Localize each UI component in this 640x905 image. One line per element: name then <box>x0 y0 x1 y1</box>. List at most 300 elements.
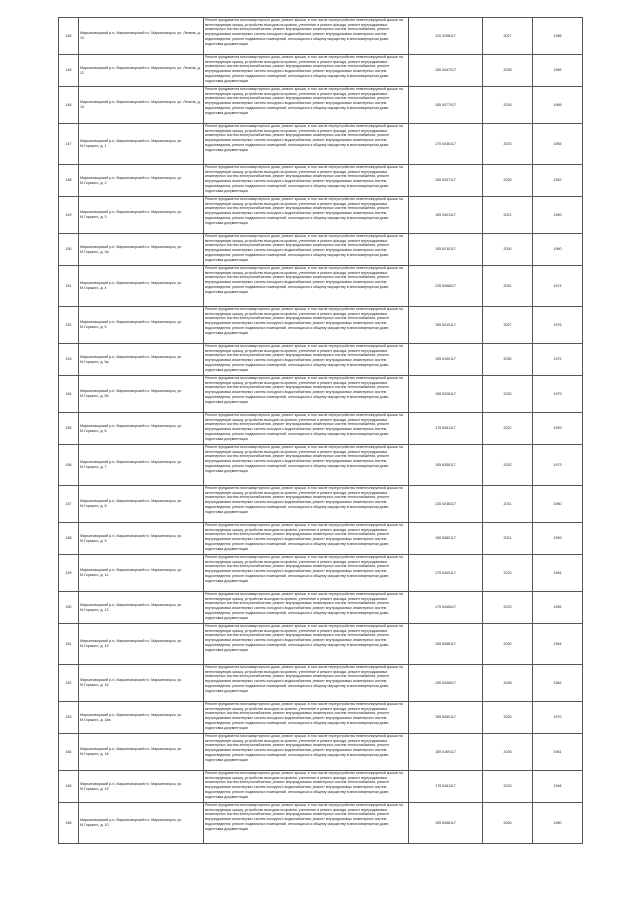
planned-year-cell <box>483 624 533 665</box>
planned-year-cell <box>483 803 533 844</box>
build-year-cell <box>533 413 583 445</box>
address-cell <box>79 344 204 376</box>
cost-cell <box>409 165 483 197</box>
address-cell-text: Марьиноворский р-н, Марьиноворский п.г. Марьиноворск, ул. М.Горького, д. 15 <box>80 639 183 648</box>
cost-cell-text: 175 5451117 <box>435 426 456 431</box>
planned-year-cell-text: 2023 <box>503 784 512 789</box>
table-row <box>59 771 583 803</box>
address-cell <box>79 307 204 344</box>
row-number-text: 161 <box>65 641 72 646</box>
build-year-cell <box>533 555 583 592</box>
work-list-cell <box>204 55 409 87</box>
cost-cell-text: 135 5246317 <box>435 501 456 506</box>
row-number <box>59 413 79 445</box>
build-year-cell <box>533 445 583 486</box>
cost-cell <box>409 624 483 665</box>
planned-year-cell <box>483 555 533 592</box>
planned-year-cell-text: 2021 <box>503 536 512 541</box>
cost-cell <box>409 413 483 445</box>
work-list-cell-text: Ремонт фундамента многоквартирного дома, ремонт крыши, в том числе переустройство невентилируемой крыши на вентилируемую крышу, устройство выходов на кровлю, утепление и ремонт фасада, ремонт внутридомовых инженерных систем электроснабжения, ремонт внутридомовых инженерных систем теплоснабжения, ремонт внутридомовых инженерных систем холодного водоснабжения, ремонт внутридомовых инженерных систем водоотведения, ремонт подвальных помещений, относящихся к общему имуществу в многоквартирном доме, подготовка документации <box>205 376 403 404</box>
cost-cell-text: 175 5451117 <box>435 784 456 789</box>
planned-year-cell-text: 2021 <box>503 212 512 217</box>
planned-year-cell-text: 2030 <box>503 247 512 252</box>
work-list-cell-text: Ремонт фундамента многоквартирного дома, ремонт крыши, в том числе переустройство невентилируемой крыши на вентилируемую крышу, устройство выходов на кровлю, утепление и ремонт фасада, ремонт внутридомовых инженерных систем электроснабжения, ремонт внутридомовых инженерных систем теплоснабжения, ремонт внутридомовых инженерных систем холодного водоснабжения, ремонт внутридомовых инженерных систем водоотведения, ремонт подвальных помещений, относящихся к общему имуществу в многоквартирном доме, подготовка документации <box>205 87 403 115</box>
work-list-cell <box>204 624 409 665</box>
cost-cell <box>409 55 483 87</box>
work-list-cell-text: Ремонт фундамента многоквартирного дома, ремонт крыши, в том числе переустройство невентилируемой крыши на вентилируемую крышу, устройство выходов на кровлю, утепление и ремонт фасада, ремонт внутридомовых инженерных систем электроснабжения, ремонт внутридомовых инженерных систем теплоснабжения, ремонт внутридомовых инженерных систем холодного водоснабжения, ремонт внутридомовых инженерных систем водоотведения, ремонт подвальных помещений, относящихся к общему имуществу в многоквартирном доме, подготовка документации <box>205 523 403 551</box>
work-list-cell <box>204 555 409 592</box>
row-number-text: 152 <box>65 322 72 327</box>
row-number-text: 146 <box>65 102 72 107</box>
row-number <box>59 445 79 486</box>
planned-year-cell-text: 2028 <box>503 68 512 73</box>
table-row <box>59 266 583 307</box>
address-cell-text: Марьиноворский р-н, Марьиноворский п.г. Марьиноворск, ул. М.Горького, д. 3 <box>80 210 183 219</box>
table-row <box>59 734 583 771</box>
table-row <box>59 592 583 624</box>
planned-year-cell <box>483 266 533 307</box>
table-row <box>59 165 583 197</box>
table-row <box>59 307 583 344</box>
address-cell <box>79 555 204 592</box>
work-list-cell <box>204 266 409 307</box>
planned-year-cell <box>483 445 533 486</box>
build-year-cell-text: 1986 <box>553 33 562 38</box>
address-cell <box>79 165 204 197</box>
build-year-cell <box>533 702 583 734</box>
work-list-cell <box>204 165 409 197</box>
address-cell <box>79 376 204 413</box>
table-row <box>59 55 583 87</box>
planned-year-cell <box>483 486 533 523</box>
cost-cell <box>409 486 483 523</box>
work-list-cell-text: Ремонт фундамента многоквартирного дома, ремонт крыши, в том числе переустройство невентилируемой крыши на вентилируемую крышу, устройство выходов на кровлю, утепление и ремонт фасада, ремонт внутридомовых инженерных систем электроснабжения, ремонт внутридомовых инженерных систем теплоснабжения, ремонт внутридомовых инженерных систем холодного водоснабжения, ремонт внутридомовых инженерных систем водоотведения, ремонт подвальных помещений, относящихся к общему имуществу в многоквартирном доме, подготовка документации <box>205 307 403 335</box>
build-year-cell <box>533 266 583 307</box>
row-number-text: 150 <box>65 247 72 252</box>
build-year-cell-text: 1970 <box>553 715 562 720</box>
row-number-text: 157 <box>65 501 72 506</box>
planned-year-cell <box>483 771 533 803</box>
build-year-cell <box>533 624 583 665</box>
cost-cell <box>409 592 483 624</box>
row-number-text: 153 <box>65 357 72 362</box>
address-cell-text: Марьиноворский р-н, Марьиноворский п.г. Марьиноворск, ул. М.Горького, д. 5а <box>80 354 183 364</box>
planned-year-cell <box>483 592 533 624</box>
table-row <box>59 124 583 165</box>
build-year-cell <box>533 734 583 771</box>
row-number <box>59 307 79 344</box>
planned-year-cell-text: 2026 <box>503 715 512 720</box>
work-list-cell <box>204 413 409 445</box>
table-row <box>59 18 583 55</box>
work-list-cell <box>204 734 409 771</box>
cost-cell <box>409 771 483 803</box>
build-year-cell <box>533 771 583 803</box>
address-cell-text: Марьиноворский р-н, Марьиноворский п.г. Марьиноворск, ул. М.Горького, д. 5 <box>80 320 183 329</box>
build-year-cell-text: 1962 <box>553 178 562 183</box>
planned-year-cell <box>483 234 533 266</box>
address-cell <box>79 124 204 165</box>
address-cell-text: Марьиноворский р-н, Марьиноворский п.г. Марьиноворск, ул. М.Горького, д. 19 <box>80 781 183 791</box>
row-number-text: 146 <box>65 33 72 38</box>
row-number-text: 165 <box>65 784 72 789</box>
document-page <box>58 17 582 844</box>
cost-cell-text: 155 5346517 <box>435 680 456 685</box>
planned-year-cell-text: 2026 <box>503 820 512 825</box>
build-year-cell-text: 1972 <box>553 357 562 362</box>
build-year-cell-text: 1959 <box>553 426 562 431</box>
work-list-cell-text: Ремонт фундамента многоквартирного дома, ремонт крыши, в том числе переустройство невентилируемой крыши на вентилируемую крышу, устройство выходов на кровлю, утепление и ремонт фасада, ремонт внутридомовых инженерных систем электроснабжения, ремонт внутридомовых инженерных систем теплоснабжения, ремонт внутридомовых инженерных систем холодного водоснабжения, ремонт внутридомовых инженерных систем водоотведения, ремонт подвальных помещений, относящихся к общему имуществу в многоквартирном доме, подготовка документации <box>205 624 403 652</box>
row-number <box>59 124 79 165</box>
build-year-cell-text: 1979 <box>553 391 562 396</box>
cost-cell-text: 175 5405117 <box>435 570 456 575</box>
cost-cell <box>409 18 483 55</box>
address-cell <box>79 592 204 624</box>
work-list-cell <box>204 592 409 624</box>
planned-year-cell <box>483 523 533 555</box>
cost-cell-text: 155 5368117 <box>435 641 456 646</box>
address-cell <box>79 413 204 445</box>
address-cell <box>79 87 204 124</box>
address-cell-text: Марьиноворский р-н, Марьиноворский п.г. Марьиноворск, ул. М.Горького, д. 18а <box>80 712 183 722</box>
work-list-cell <box>204 197 409 234</box>
build-year-cell-text: 1960 <box>553 247 562 252</box>
build-year-cell <box>533 197 583 234</box>
cost-cell-text: 155 3447017 <box>435 68 456 73</box>
build-year-cell-text: 1948 <box>553 784 562 789</box>
build-year-cell <box>533 592 583 624</box>
row-number <box>59 87 79 124</box>
cost-cell <box>409 445 483 486</box>
address-cell <box>79 665 204 702</box>
cost-cell <box>409 87 483 124</box>
cost-cell-text: 155 5326117 <box>435 391 456 396</box>
address-cell <box>79 771 204 803</box>
cost-cell-text: 155 5415117 <box>435 322 456 327</box>
address-cell <box>79 624 204 665</box>
cost-cell-text: 155 5169117 <box>435 749 456 754</box>
cost-cell <box>409 734 483 771</box>
work-list-cell-text: Ремонт фундамента многоквартирного дома, ремонт крыши, в том числе переустройство невентилируемой крыши на вентилируемую крышу, устройство выходов на кровлю, утепление и ремонт фасада, ремонт внутридомовых инженерных систем электроснабжения, ремонт внутридомовых инженерных систем теплоснабжения, ремонт внутридомовых инженерных систем холодного водоснабжения, ремонт внутридомовых инженерных систем водоотведения, ремонт подвальных помещений, относящихся к общему имуществу в многоквартирном доме, подготовка документации <box>205 124 403 152</box>
row-number <box>59 702 79 734</box>
cost-cell-text: 115 3298117 <box>435 33 456 38</box>
table-row <box>59 555 583 592</box>
row-number <box>59 665 79 702</box>
build-year-cell-text: 1959 <box>553 536 562 541</box>
build-year-cell-text: 1976 <box>553 322 562 327</box>
work-list-cell-text: Ремонт фундамента многоквартирного дома, ремонт крыши, в том числе переустройство невентилируемой крыши на вентилируемую крышу, устройство выходов на кровлю, утепление и ремонт фасада, ремонт внутридомовых инженерных систем электроснабжения, ремонт внутридомовых инженерных систем теплоснабжения, ремонт внутридомовых инженерных систем холодного водоснабжения, ремонт внутридомовых инженерных систем водоотведения, ремонт подвальных помещений, относящихся к общему имуществу в многоквартирном доме, подготовка документации <box>205 803 403 831</box>
table-row <box>59 234 583 266</box>
cost-cell <box>409 124 483 165</box>
cost-cell-text: 155 6210117 <box>435 247 456 252</box>
row-number <box>59 523 79 555</box>
address-cell-text: Марьиноворский р-н, Марьиноворский п.г. Марьиноворск, ул. М.Горького, д. 9 <box>80 533 183 543</box>
build-year-cell-text: 1965 <box>553 102 562 107</box>
build-year-cell-text: 1980 <box>553 501 562 506</box>
address-cell <box>79 266 204 307</box>
build-year-cell-text: 1969 <box>553 212 562 217</box>
row-number-text: 162 <box>65 680 72 685</box>
build-year-cell <box>533 523 583 555</box>
work-list-cell-text: Ремонт фундамента многоквартирного дома, ремонт крыши, в том числе переустройство невентилируемой крыши на вентилируемую крышу, устройство выходов на кровлю, утепление и ремонт фасада, ремонт внутридомовых инженерных систем электроснабжения, ремонт внутридомовых инженерных систем теплоснабжения, ремонт внутридомовых инженерных систем холодного водоснабжения, ремонт внутридомовых инженерных систем водоотведения, ремонт подвальных помещений, относящихся к общему имуществу в многоквартирном доме, подготовка документации <box>205 55 403 83</box>
work-list-cell <box>204 307 409 344</box>
planned-year-cell-text: 2023 <box>503 141 512 146</box>
address-cell-text: Марьиноворский р-н, Марьиноворский п.г. Марьиноворск, ул. М.Горького, д. 1 <box>80 139 183 148</box>
planned-year-cell <box>483 344 533 376</box>
table-row <box>59 376 583 413</box>
table-row <box>59 413 583 445</box>
row-number <box>59 197 79 234</box>
build-year-cell <box>533 376 583 413</box>
cost-cell-text: 175 5446417 <box>435 605 456 610</box>
cost-cell <box>409 344 483 376</box>
address-cell <box>79 18 204 55</box>
work-list-cell <box>204 87 409 124</box>
planned-year-cell-text: 2028 <box>503 102 512 107</box>
table-row <box>59 486 583 523</box>
cost-cell <box>409 555 483 592</box>
build-year-cell <box>533 307 583 344</box>
build-year-cell-text: 1955 <box>553 605 562 610</box>
cost-cell-text: 155 5437117 <box>435 178 456 183</box>
cost-cell-text: 135 5368017 <box>435 283 456 288</box>
row-number <box>59 555 79 592</box>
work-list-cell-text: Ремонт фундамента многоквартирного дома, ремонт крыши, в том числе переустройство невентилируемой крыши на вентилируемую крышу, устройство выходов на кровлю, утепление и ремонт фасада, ремонт внутридомовых инженерных систем электроснабжения, ремонт внутридомовых инженерных систем теплоснабжения, ремонт внутридомовых инженерных систем холодного водоснабжения, ремонт внутридомовых инженерных систем водоотведения, ремонт подвальных помещений, относящихся к общему имуществу в многоквартирном доме, подготовка документации <box>205 413 403 441</box>
build-year-cell <box>533 124 583 165</box>
work-list-cell <box>204 665 409 702</box>
address-cell-text: Марьиноворский р-н, Марьиноворский п.г. Марьиноворск, ул. М.Горького, д. 8 <box>80 499 183 508</box>
work-list-cell <box>204 234 409 266</box>
planned-year-cell-text: 2022 <box>503 426 512 431</box>
planned-year-cell <box>483 18 533 55</box>
address-cell-text: Марьиноворский р-н, Марьиноворский п.г. Марьиноворск, ул. М.Горького, д. 4 <box>80 281 183 290</box>
cost-cell <box>409 523 483 555</box>
table-row <box>59 624 583 665</box>
work-list-cell-text: Ремонт фундамента многоквартирного дома, ремонт крыши, в том числе переустройство невентилируемой крыши на вентилируемую крышу, устройство выходов на кровлю, утепление и ремонт фасада, ремонт внутридомовых инженерных систем электроснабжения, ремонт внутридомовых инженерных систем теплоснабжения, ремонт внутридомовых инженерных систем холодного водоснабжения, ремонт внутридомовых инженерных систем водоотведения, ремонт подвальных помещений, относящихся к общему имуществу в многоквартирном доме, подготовка документации <box>205 266 403 294</box>
address-cell-text: Марьиноворский р-н, Марьиноворский п.г. Марьиноворск, ул. М.Горького, д. 3а <box>80 244 183 254</box>
table-row <box>59 344 583 376</box>
work-list-cell <box>204 702 409 734</box>
planned-year-cell-text: 2023 <box>503 570 512 575</box>
address-cell <box>79 523 204 555</box>
build-year-cell-text: 1973 <box>553 462 562 467</box>
planned-year-cell <box>483 413 533 445</box>
work-list-cell-text: Ремонт фундамента многоквартирного дома, ремонт крыши, в том числе переустройство невентилируемой крыши на вентилируемую крышу, устройство выходов на кровлю, утепление и ремонт фасада, ремонт внутридомовых инженерных систем электроснабжения, ремонт внутридомовых инженерных систем теплоснабжения, ремонт внутридомовых инженерных систем холодного водоснабжения, ремонт внутридомовых инженерных систем водоотведения, ремонт подвальных помещений, относящихся к общему имуществу в многоквартирном доме, подготовка документации <box>205 18 403 46</box>
build-year-cell <box>533 165 583 197</box>
work-list-cell <box>204 18 409 55</box>
table-row <box>59 197 583 234</box>
build-year-cell <box>533 486 583 523</box>
work-list-cell-text: Ремонт фундамента многоквартирного дома, ремонт крыши, в том числе переустройство невентилируемой крыши на вентилируемую крышу, устройство выходов на кровлю, утепление и ремонт фасада, ремонт внутридомовых инженерных систем электроснабжения, ремонт внутридомовых инженерных систем теплоснабжения, ремонт внутридомовых инженерных систем холодного водоснабжения, ремонт внутридомовых инженерных систем водоотведения, ремонт подвальных помещений, относящихся к общему имуществу в многоквартирном доме, подготовка документации <box>205 734 403 762</box>
address-cell <box>79 234 204 266</box>
build-year-cell-text: 1965 <box>553 68 562 73</box>
row-number <box>59 234 79 266</box>
address-cell-text: Марьиноворский р-н, Марьиноворский п.г. Марьиноворск, ул. М.Горького, д. 10 <box>80 818 183 827</box>
planned-year-cell-text: 2026 <box>503 749 512 754</box>
work-list-cell-text: Ремонт фундамента многоквартирного дома, ремонт крыши, в том числе переустройство невентилируемой крыши на вентилируемую крышу, устройство выходов на кровлю, утепление и ремонт фасада, ремонт внутридомовых инженерных систем электроснабжения, ремонт внутридомовых инженерных систем теплоснабжения, ремонт внутридомовых инженерных систем холодного водоснабжения, ремонт внутридомовых инженерных систем водоотведения, ремонт подвальных помещений, относящихся к общему имуществу в многоквартирном доме, подготовка документации <box>205 592 403 620</box>
build-year-cell <box>533 665 583 702</box>
cost-cell <box>409 803 483 844</box>
table-row <box>59 702 583 734</box>
planned-year-cell <box>483 734 533 771</box>
row-number <box>59 18 79 55</box>
row-number-text: 151 <box>65 283 72 288</box>
row-number-text: 159 <box>65 570 72 575</box>
build-year-cell-text: 1960 <box>553 820 562 825</box>
work-list-cell-text: Ремонт фундамента многоквартирного дома, ремонт крыши, в том числе переустройство невентилируемой крыши на вентилируемую крышу, устройство выходов на кровлю, утепление и ремонт фасада, ремонт внутридомовых инженерных систем электроснабжения, ремонт внутридомовых инженерных систем теплоснабжения, ремонт внутридомовых инженерных систем холодного водоснабжения, ремонт внутридомовых инженерных систем водоотведения, ремонт подвальных помещений, относящихся к общему имуществу в многоквартирном доме, подготовка документации <box>205 771 403 799</box>
row-number-text: 155 <box>65 426 72 431</box>
row-number <box>59 486 79 523</box>
row-number <box>59 266 79 307</box>
work-list-cell-text: Ремонт фундамента многоквартирного дома, ремонт крыши, в том числе переустройство невентилируемой крыши на вентилируемую крышу, устройство выходов на кровлю, утепление и ремонт фасада, ремонт внутридомовых инженерных систем электроснабжения, ремонт внутридомовых инженерных систем теплоснабжения, ремонт внутридомовых инженерных систем холодного водоснабжения, ремонт внутридомовых инженерных систем водоотведения, ремонт подвальных помещений, относящихся к общему имуществу в многоквартирном доме, подготовка документации <box>205 165 403 193</box>
cost-cell <box>409 197 483 234</box>
cost-cell-text: 155 5358117 <box>435 820 456 825</box>
work-list-cell <box>204 344 409 376</box>
planned-year-cell <box>483 376 533 413</box>
row-number-text: 148 <box>65 178 72 183</box>
work-list-cell <box>204 803 409 844</box>
address-cell-text: Марьиноворский р-н, Марьиноворский п.г. Марьиноворск, ул. М.Горького, д. 11 <box>80 568 183 577</box>
address-cell-text: Марьиноворский р-н, Марьиноворский п.г. Марьиноворск, ул. М.Горького, д. 5б <box>80 389 183 398</box>
address-cell-text: Марьиноворский р-н, Марьиноворский п.г. Марьиноворск, ул. М.Горького, д. 7 <box>80 460 183 469</box>
address-cell-text: Марьиноворский р-н, Марьиноворский п.г. Марьиноворск, ул. М.Горького, д. 6 <box>80 423 183 433</box>
cost-cell <box>409 665 483 702</box>
planned-year-cell-text: 2035 <box>503 357 512 362</box>
row-number <box>59 344 79 376</box>
build-year-cell-text: 1974 <box>553 283 562 288</box>
row-number-text: 166 <box>65 820 72 825</box>
planned-year-cell-text: 2032 <box>503 391 512 396</box>
row-number <box>59 376 79 413</box>
address-cell-text: Марьиноворский р-н, Марьиноворский п.г. Марьиноворск, ул. Ленина, д. 10 <box>80 31 201 40</box>
planned-year-cell <box>483 55 533 87</box>
row-number <box>59 803 79 844</box>
row-number <box>59 771 79 803</box>
build-year-cell-text: 1955 <box>553 141 562 146</box>
work-list-cell-text: Ремонт фундамента многоквартирного дома, ремонт крыши, в том числе переустройство невентилируемой крыши на вентилируемую крышу, устройство выходов на кровлю, утепление и ремонт фасада, ремонт внутридомовых инженерных систем электроснабжения, ремонт внутридомовых инженерных систем теплоснабжения, ремонт внутридомовых инженерных систем холодного водоснабжения, ремонт внутридомовых инженерных систем водоотведения, ремонт подвальных помещений, относящихся к общему имуществу в многоквартирном доме, подготовка документации <box>205 486 403 514</box>
build-year-cell-text: 1962 <box>553 680 562 685</box>
planned-year-cell-text: 2032 <box>503 462 512 467</box>
address-cell-text: Марьиноворский р-н, Марьиноворский п.г. Марьиноворск, ул. М.Горького, д. 13 <box>80 602 183 612</box>
address-cell <box>79 486 204 523</box>
work-list-cell <box>204 445 409 486</box>
row-number-text: 154 <box>65 391 72 396</box>
cost-cell-text: 155 5100117 <box>435 357 456 362</box>
address-cell <box>79 55 204 87</box>
planned-year-cell-text: 2028 <box>503 680 512 685</box>
cost-cell-text: 175 5446117 <box>435 141 456 146</box>
work-list-cell-text: Ремонт фундамента многоквартирного дома, ремонт крыши, в том числе переустройство невентилируемой крыши на вентилируемую крышу, устройство выходов на кровлю, утепление и ремонт фасада, ремонт внутридомовых инженерных систем электроснабжения, ремонт внутридомовых инженерных систем теплоснабжения, ремонт внутридомовых инженерных систем холодного водоснабжения, ремонт внутридомовых инженерных систем водоотведения, ремонт подвальных помещений, относящихся к общему имуществу в многоквартирном доме, подготовка документации <box>205 344 403 372</box>
table-row <box>59 665 583 702</box>
work-list-cell-text: Ремонт фундамента многоквартирного дома, ремонт крыши, в том числе переустройство невентилируемой крыши на вентилируемую крышу, устройство выходов на кровлю, утепление и ремонт фасада, ремонт внутридомовых инженерных систем электроснабжения, ремонт внутридомовых инженерных систем теплоснабжения, ремонт внутридомовых инженерных систем холодного водоснабжения, ремонт внутридомовых инженерных систем водоотведения, ремонт подвальных помещений, относящихся к общему имуществу в многоквартирном доме, подготовка документации <box>205 445 403 473</box>
planned-year-cell-text: 2026 <box>503 178 512 183</box>
address-cell-text: Марьиноворский р-н, Марьиноворский п.г. Марьиноворск, ул. Ленина, д. 14 <box>80 100 201 109</box>
table-row <box>59 523 583 555</box>
address-cell <box>79 197 204 234</box>
work-list-cell <box>204 376 409 413</box>
work-list-cell <box>204 486 409 523</box>
address-cell <box>79 445 204 486</box>
cost-cell-text: 155 5450117 <box>435 715 456 720</box>
row-number-text: 160 <box>65 605 72 610</box>
work-list-cell <box>204 523 409 555</box>
cost-cell <box>409 376 483 413</box>
planned-year-cell-text: 2027 <box>503 322 512 327</box>
planned-year-cell <box>483 197 533 234</box>
work-list-cell-text: Ремонт фундамента многоквартирного дома, ремонт крыши, в том числе переустройство невентилируемой крыши на вентилируемую крышу, устройство выходов на кровлю, утепление и ремонт фасада, ремонт внутридомовых инженерных систем электроснабжения, ремонт внутридомовых инженерных систем теплоснабжения, ремонт внутридомовых инженерных систем холодного водоснабжения, ремонт внутридомовых инженерных систем водоотведения, ремонт подвальных помещений, относящихся к общему имуществу в многоквартирном доме, подготовка документации <box>205 555 403 583</box>
cost-cell <box>409 234 483 266</box>
build-year-cell <box>533 803 583 844</box>
row-number-text: 146 <box>65 68 72 73</box>
cost-cell-text: 155 6356117 <box>435 462 456 467</box>
table-row <box>59 445 583 486</box>
row-number-text: 164 <box>65 749 72 754</box>
planned-year-cell <box>483 702 533 734</box>
work-list-cell-text: Ремонт фундамента многоквартирного дома, ремонт крыши, в том числе переустройство невентилируемой крыши на вентилируемую крышу, устройство выходов на кровлю, утепление и ремонт фасада, ремонт внутридомовых инженерных систем электроснабжения, ремонт внутридомовых инженерных систем теплоснабжения, ремонт внутридомовых инженерных систем холодного водоснабжения, ремонт внутридомовых инженерных систем водоотведения, ремонт подвальных помещений, относящихся к общему имуществу в многоквартирном доме, подготовка документации <box>205 702 403 730</box>
planned-year-cell-text: 2031 <box>503 501 512 506</box>
work-list-cell-text: Ремонт фундамента многоквартирного дома, ремонт крыши, в том числе переустройство невентилируемой крыши на вентилируемую крышу, устройство выходов на кровлю, утепление и ремонт фасада, ремонт внутридомовых инженерных систем электроснабжения, ремонт внутридомовых инженерных систем теплоснабжения, ремонт внутридомовых инженерных систем холодного водоснабжения, ремонт внутридомовых инженерных систем водоотведения, ремонт подвальных помещений, относящихся к общему имуществу в многоквартирном доме, подготовка документации <box>205 665 403 693</box>
build-year-cell <box>533 234 583 266</box>
planned-year-cell <box>483 124 533 165</box>
row-number-text: 156 <box>65 462 72 467</box>
address-cell <box>79 803 204 844</box>
cost-cell <box>409 266 483 307</box>
cost-cell-text: 155 5380117 <box>435 536 456 541</box>
planned-year-cell-text: 2023 <box>503 605 512 610</box>
table-row <box>59 87 583 124</box>
address-cell-text: Марьиноворский р-н, Марьиноворский п.г. Марьиноворск, ул. М.Горького, д. 18 <box>80 747 183 756</box>
cost-cell-text: 155 5401117 <box>435 212 456 217</box>
cost-cell <box>409 702 483 734</box>
row-number-text: 158 <box>65 536 72 541</box>
planned-year-cell <box>483 665 533 702</box>
cost-cell <box>409 307 483 344</box>
planned-year-cell <box>483 87 533 124</box>
table-row <box>59 803 583 844</box>
build-year-cell <box>533 55 583 87</box>
planned-year-cell-text: 2030 <box>503 641 512 646</box>
address-cell <box>79 734 204 771</box>
row-number <box>59 624 79 665</box>
planned-year-cell-text: 2031 <box>503 283 512 288</box>
planned-year-cell <box>483 165 533 197</box>
cost-cell-text: 155 5477017 <box>435 102 456 107</box>
row-number <box>59 734 79 771</box>
build-year-cell <box>533 87 583 124</box>
row-number <box>59 165 79 197</box>
address-cell <box>79 702 204 734</box>
build-year-cell <box>533 344 583 376</box>
build-year-cell-text: 1954 <box>553 570 562 575</box>
address-cell-text: Марьиноворский р-н, Марьиноворский п.г. Марьиноворск, ул. М.Горького, д. 16 <box>80 678 183 687</box>
address-cell-text: Марьиноворский р-н, Марьиноворский п.г. Марьиноворск, ул. Ленина, д. 12 <box>80 65 201 75</box>
build-year-cell-text: 1961 <box>553 749 562 754</box>
work-list-cell-text: Ремонт фундамента многоквартирного дома, ремонт крыши, в том числе переустройство невентилируемой крыши на вентилируемую крышу, устройство выходов на кровлю, утепление и ремонт фасада, ремонт внутридомовых инженерных систем электроснабжения, ремонт внутридомовых инженерных систем теплоснабжения, ремонт внутридомовых инженерных систем холодного водоснабжения, ремонт внутридомовых инженерных систем водоотведения, ремонт подвальных помещений, относящихся к общему имуществу в многоквартирном доме, подготовка документации <box>205 197 403 225</box>
capital-repair-table <box>58 17 583 844</box>
work-list-cell-text: Ремонт фундамента многоквартирного дома, ремонт крыши, в том числе переустройство невентилируемой крыши на вентилируемую крышу, устройство выходов на кровлю, утепление и ремонт фасада, ремонт внутридомовых инженерных систем электроснабжения, ремонт внутридомовых инженерных систем теплоснабжения, ремонт внутридомовых инженерных систем холодного водоснабжения, ремонт внутридомовых инженерных систем водоотведения, ремонт подвальных помещений, относящихся к общему имуществу в многоквартирном доме, подготовка документации <box>205 234 403 262</box>
planned-year-cell <box>483 307 533 344</box>
planned-year-cell-text: 2027 <box>503 33 512 38</box>
work-list-cell <box>204 124 409 165</box>
build-year-cell <box>533 18 583 55</box>
address-cell-text: Марьиноворский р-н, Марьиноворский п.г. Марьиноворск, ул. М.Горького, д. 2 <box>80 175 183 185</box>
row-number-text: 149 <box>65 212 72 217</box>
work-list-cell <box>204 771 409 803</box>
row-number-text: 147 <box>65 141 72 146</box>
row-number-text: 163 <box>65 715 72 720</box>
build-year-cell-text: 1964 <box>553 641 562 646</box>
row-number <box>59 592 79 624</box>
